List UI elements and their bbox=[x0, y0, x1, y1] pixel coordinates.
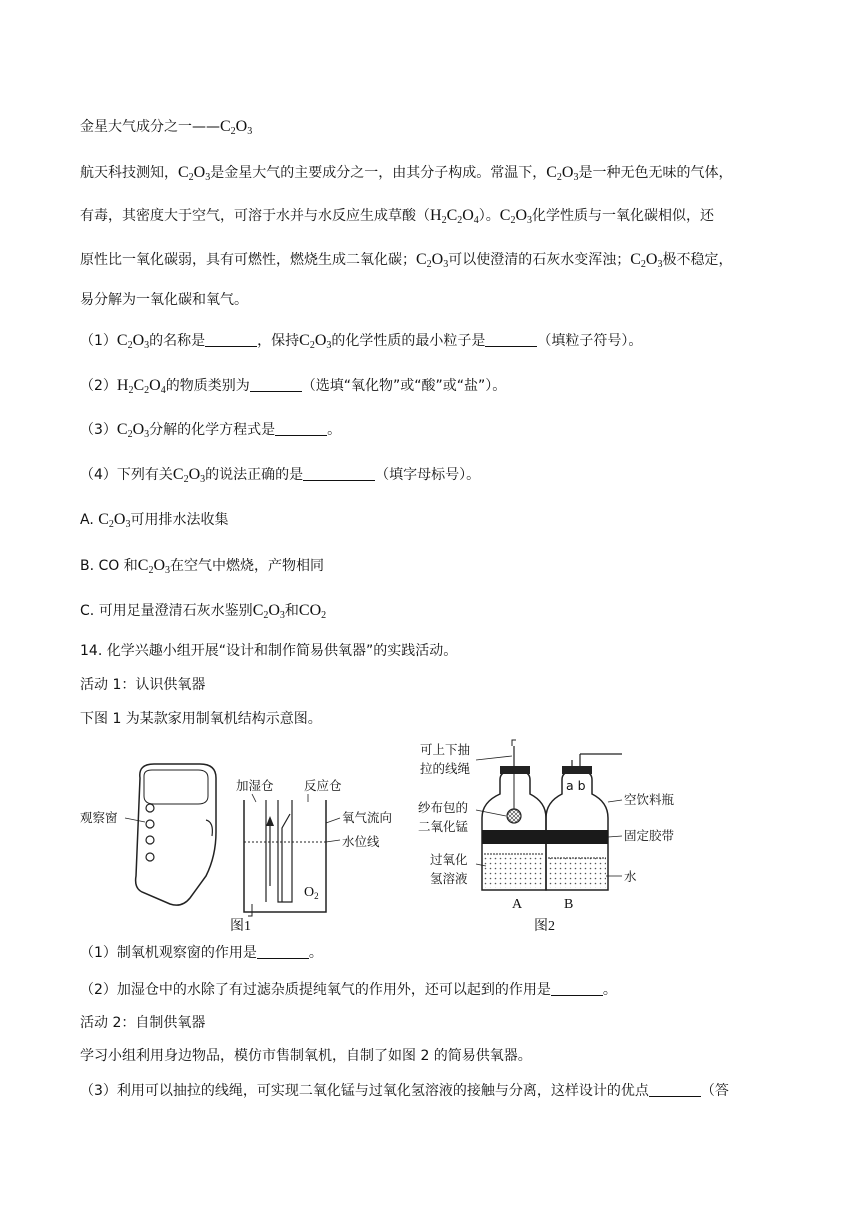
formula-c2o3: $C_2O_3$ bbox=[98, 511, 131, 530]
answer-blank[interactable] bbox=[205, 332, 257, 347]
label-bag-2: 二氧化锰 bbox=[418, 819, 469, 834]
intro-line-1: 航天科技测知，$C_2O_3$是金星大气的主要成分之一，由其分子构成。常温下，$C_2O_3$是一种无色无味的气体， bbox=[80, 164, 733, 183]
flow-leader bbox=[326, 818, 340, 823]
formula-c2o3: $C_2O_3$ bbox=[116, 332, 150, 351]
mno2-bag bbox=[507, 809, 521, 823]
tape-leader bbox=[608, 836, 622, 837]
oxygen-machine-device bbox=[136, 764, 216, 905]
label-tape: 固定胶带 bbox=[624, 828, 675, 843]
formula-c2o3: $C_2O_3$ bbox=[499, 207, 533, 226]
formula-c2o3: $C_2O_3$ bbox=[172, 466, 206, 485]
activity-2-intro: 学习小组利用身边物品，模仿市售制氧机，自制了如图 2 的简易供氧器。 bbox=[80, 1048, 532, 1064]
observation-window-dots bbox=[146, 804, 154, 861]
window-leader bbox=[125, 818, 145, 822]
answer-blank[interactable] bbox=[551, 981, 603, 996]
formula-c2o3: $C_2O_3$ bbox=[220, 118, 253, 137]
label-h2o2-1: 过氧化 bbox=[430, 852, 468, 867]
formula-c2o3: $C_2O_3$ bbox=[630, 251, 663, 270]
label-o2: $O_2$ bbox=[304, 885, 319, 901]
figures-svg bbox=[78, 736, 698, 938]
activity-1-heading: 活动 1：认识供氧器 bbox=[80, 677, 206, 693]
question-4: （4）下列有关$C_2O_3$的说法正确的是 （填字母标号）。 bbox=[80, 466, 481, 485]
label-level: 水位线 bbox=[342, 834, 380, 849]
figure-intro: 下图 1 为某款家用制氧机结构示意图。 bbox=[80, 711, 322, 727]
question-14-title: 14. 化学兴趣小组开展“设计和制作简易供氧器”的实践活动。 bbox=[80, 643, 458, 659]
answer-blank[interactable] bbox=[649, 1082, 701, 1097]
answer-blank[interactable] bbox=[303, 466, 375, 481]
label-bag-1: 纱布包的 bbox=[418, 800, 469, 815]
label-bottle-b: B bbox=[564, 897, 574, 912]
h2o2-solution bbox=[484, 854, 544, 888]
label-bottle: 空饮料瓶 bbox=[624, 792, 675, 807]
rope-leader bbox=[476, 756, 512, 760]
label-humid: 加湿仓 bbox=[236, 778, 274, 793]
water-fill bbox=[548, 858, 606, 888]
formula-c2o3: $C_2O_3$ bbox=[299, 332, 332, 351]
option-b: B. CO 和$C_2O_3$在空气中燃烧，产物相同 bbox=[80, 557, 324, 576]
formula-c2o3: $C_2O_3$ bbox=[116, 421, 150, 440]
label-react: 反应仓 bbox=[304, 778, 342, 793]
intro-line-2: 有毒，其密度大于空气，可溶于水并与水反应生成草酸$(H_2C_2O_4)$。$C_2O_3$化学性质与一氧化碳相似，还 bbox=[80, 207, 715, 226]
figure-2-caption: 图2 bbox=[534, 919, 555, 934]
stopper-b bbox=[562, 766, 592, 774]
section-title bbox=[80, 117, 252, 137]
formula-c2o3: $C_2O_3$ bbox=[546, 164, 579, 183]
figure-1-caption: 图1 bbox=[230, 919, 251, 934]
formula-c2o3: $C_2O_3$ bbox=[178, 164, 211, 183]
formula-co2: $CO_2$ bbox=[298, 602, 327, 621]
formula-c2o3: $C_2O_3$ bbox=[252, 602, 285, 621]
intro-line-4: 易分解为一氧化碳和氧气。 bbox=[80, 292, 248, 308]
formula-c2o3: $C_2O_3$ bbox=[137, 557, 170, 576]
fixing-tape bbox=[482, 830, 608, 844]
humid-leader bbox=[252, 794, 256, 802]
label-h2o2-2: 氢溶液 bbox=[430, 871, 468, 886]
formula-c2o3: $C_2O_3$ bbox=[416, 251, 449, 270]
level-leader bbox=[326, 840, 340, 842]
part-3: （3）利用可以抽拉的线绳，可实现二氧化锰与过氧化氢溶液的接触与分离，这样设计的优点 （答 bbox=[80, 1083, 729, 1099]
question-3: $(3)C_2O_3$分解的化学方程式是 。 bbox=[80, 421, 342, 440]
bag-leader bbox=[476, 810, 506, 816]
activity-2-heading: 活动 2：自制供氧器 bbox=[80, 1015, 206, 1031]
label-rope-2: 拉的线绳 bbox=[420, 761, 471, 776]
figures bbox=[78, 736, 698, 938]
bottle-leader bbox=[608, 800, 622, 802]
label-rope-1: 可上下抽 bbox=[420, 742, 471, 757]
title-text: 金星大气成分之一—— bbox=[80, 119, 220, 135]
answer-blank[interactable] bbox=[275, 421, 327, 436]
label-window: 观察窗 bbox=[80, 810, 118, 825]
part-1: （1）制氧机观察窗的作用是 。 bbox=[80, 945, 323, 961]
label-bottle-a: A bbox=[512, 897, 523, 912]
part-2: （2）加湿仓中的水除了有过滤杂质提纯氧气的作用外，还可以起到的作用是 。 bbox=[80, 982, 617, 998]
answer-blank[interactable] bbox=[485, 332, 537, 347]
answer-blank[interactable] bbox=[250, 377, 302, 392]
stopper-a bbox=[500, 766, 530, 774]
formula-h2c2o4: $H_2C_2O_4$ bbox=[430, 207, 479, 226]
flow-arrow-head bbox=[266, 816, 274, 826]
intro-line-3: 原性比一氧化碳弱，具有可燃性，燃烧生成二氧化碳；$C_2O_3$可以使澄清的石灰水变浑浊；$C_2O_3$极不稳定， bbox=[80, 251, 733, 270]
formula-h2c2o4: $H_2C_2O_4$ bbox=[116, 377, 166, 396]
answer-blank[interactable] bbox=[257, 944, 309, 959]
label-water: 水 bbox=[624, 869, 637, 884]
label-flow: 氧气流向 bbox=[342, 810, 393, 825]
option-c: C. 可用足量澄清石灰水鉴别$C_2O_3$和$CO_2$ bbox=[80, 602, 327, 621]
option-a: A. $C_2O_3$可用排水法收集 bbox=[80, 511, 229, 530]
label-ab: a b bbox=[566, 778, 586, 793]
question-2: $(2)H_2C_2O_4$的物质类别为 （选填“氧化物”或“酸”或“盐”）。 bbox=[80, 377, 507, 396]
question-1: $(1)C_2O_3$的名称是 ，保持$C_2O_3$的化学性质的最小粒子是 （填粒子符号）。 bbox=[80, 332, 643, 351]
